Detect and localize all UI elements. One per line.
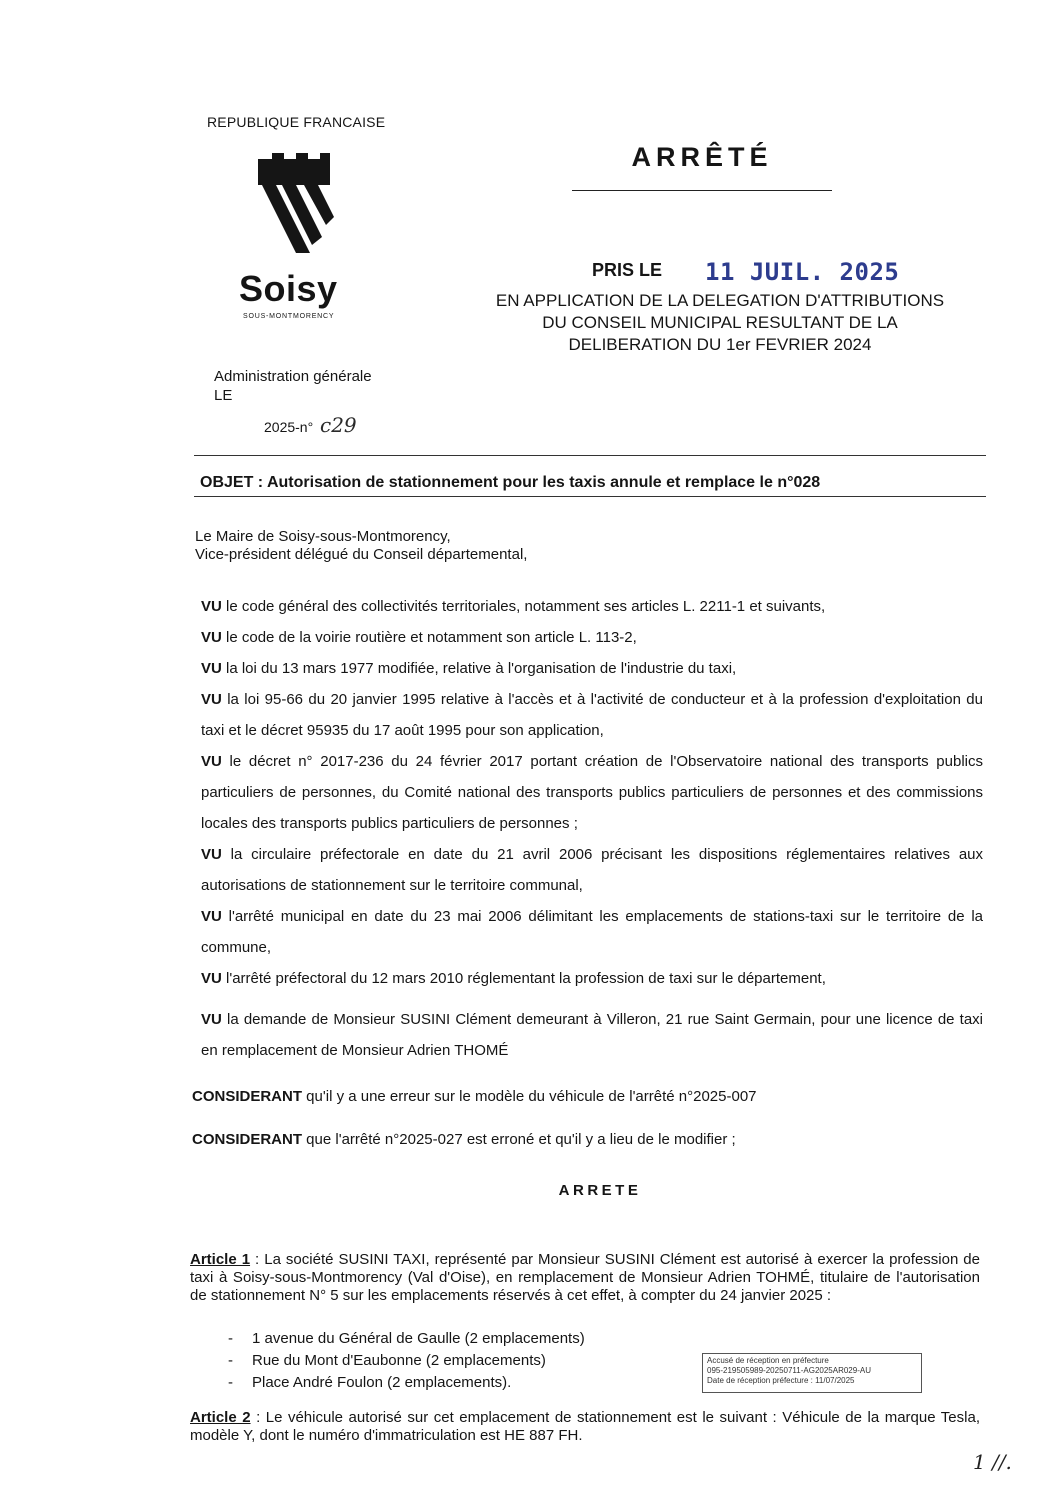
objet-rule-top — [194, 455, 986, 456]
vu-text: la loi du 13 mars 1977 modifiée, relative à l'organisation de l'industrie du taxi, — [221, 660, 737, 677]
list-dash: - — [228, 1330, 233, 1347]
location-item — [228, 1352, 546, 1369]
considerant-text: que l'arrêté n°2025-027 est erroné et qu'il y a lieu de le modifier ; — [302, 1131, 736, 1148]
list-dash: - — [228, 1374, 233, 1391]
article-2-text: : Le véhicule autorisé sur cet emplacement de stationnement est le suivant : Véhicule de la marque Tesla, modèle Y, dont le numéro d'immatriculation est HE 887 FH. — [190, 1409, 980, 1444]
location-item — [228, 1374, 511, 1391]
handwritten-initials: 1 //. — [973, 1450, 1012, 1474]
considerant-paragraph — [192, 1088, 757, 1105]
article-1-text: : La société SUSINI TAXI, représenté par Monsieur SUSINI Clément est autorisé à exercer la profession de taxi à Soisy-sous-Montmorency (Val d'Oise), en remplacement de Monsieur Adrien TOHMÉ, titulaire de l'autorisation de stationnement N° 5 sur les emplacements réservés à cet effet, à compter du 24 janvier 2025 : — [190, 1251, 980, 1304]
objet-line: OBJET : Autorisation de stationnement pour les taxis annule et remplace le n°028 — [200, 474, 821, 491]
republique-francaise: REPUBLIQUE FRANCAISE — [207, 114, 386, 130]
delegation-line: EN APPLICATION DE LA DELEGATION D'ATTRIBUTIONS — [495, 291, 945, 310]
vu-prefix: VU — [201, 970, 222, 987]
vu-prefix: VU — [201, 598, 222, 615]
vu-prefix: VU — [201, 660, 222, 677]
location-text: Rue du Mont d'Eaubonne (2 emplacements) — [252, 1352, 546, 1369]
objet-rule-bottom — [194, 496, 986, 497]
considerant-paragraph — [192, 1131, 736, 1148]
vu-paragraph — [201, 963, 983, 994]
document-title: ARRÊTÉ — [631, 142, 773, 172]
vu-prefix: VU — [201, 691, 222, 708]
arrete-number-label: 2025-n° — [264, 419, 314, 435]
prefecture-receipt-stamp — [702, 1353, 922, 1393]
logo-wordmark: Soisy — [239, 268, 338, 309]
vu-text: l'arrêté municipal en date du 23 mai 2006 délimitant les emplacements de stations-taxi sur le territoire de la commune, — [201, 908, 983, 956]
delegation-line: DELIBERATION DU 1er FEVRIER 2024 — [568, 335, 872, 354]
service-le: LE — [214, 387, 233, 404]
vu-text: la circulaire préfectorale en date du 21 avril 2006 précisant les dispositions réglementaires relatives aux autorisations de stationnement sur le territoire communal, — [201, 846, 983, 894]
arrete-heading: ARRETE — [558, 1182, 642, 1199]
vu-prefix: VU — [201, 753, 222, 770]
vu-prefix: VU — [201, 1011, 222, 1028]
vu-text: la loi 95-66 du 20 janvier 1995 relative à l'accès et à l'activité de conducteur et à la profession d'exploitation du taxi et le décret 95935 du 17 août 1995 pour son application, — [201, 691, 983, 739]
pris-le-label: PRIS LE — [592, 260, 663, 280]
stamp-line: Accusé de réception en préfecture — [707, 1356, 829, 1365]
considerant-prefix: CONSIDERANT — [192, 1088, 303, 1105]
vu-text: l'arrêté préfectoral du 12 mars 2010 réglementant la profession de taxi sur le département, — [221, 970, 826, 987]
soisy-logo-icon — [258, 153, 338, 265]
vu-paragraph — [201, 622, 983, 653]
vu-prefix: VU — [201, 908, 222, 925]
stamp-line: 095-219505989-20250711-AG2025AR029-AU — [707, 1366, 871, 1375]
considerant-text: qu'il y a une erreur sur le modèle du véhicule de l'arrêté n°2025-007 — [302, 1088, 757, 1105]
delegation-line: DU CONSEIL MUNICIPAL RESULTANT DE LA — [542, 313, 898, 332]
vu-paragraph — [201, 746, 983, 839]
service-name: Administration générale — [214, 368, 372, 385]
vu-text: le code général des collectivités territoriales, notamment ses articles L. 2211-1 et suivants, — [221, 598, 826, 615]
vu-paragraph — [201, 839, 983, 901]
vu-paragraph — [201, 653, 983, 684]
vu-text: le code de la voirie routière et notamment son article L. 113-2, — [221, 629, 637, 646]
maire-line: Le Maire de Soisy-sous-Montmorency, — [195, 528, 451, 545]
list-dash: - — [228, 1352, 233, 1369]
vu-text: la demande de Monsieur SUSINI Clément demeurant à Villeron, 21 rue Saint Germain, pour une licence de taxi en remplacement de Monsieur Adrien THOMÉ — [201, 1011, 983, 1059]
title-underline — [572, 190, 832, 191]
location-item — [228, 1330, 585, 1347]
article-2-title: Article 2 — [190, 1409, 251, 1426]
location-text: Place André Foulon (2 emplacements). — [252, 1374, 512, 1391]
article-1-title: Article 1 — [190, 1251, 251, 1268]
service-block — [214, 367, 372, 405]
vu-paragraph — [201, 591, 983, 622]
arrete-number-handwritten: c29 — [320, 413, 357, 437]
stamp-line: Date de réception préfecture : 11/07/2025 — [707, 1376, 855, 1385]
vu-prefix: VU — [201, 846, 222, 863]
vu-paragraph — [201, 901, 983, 963]
pris-le-date-stamp: 11 JUIL. 2025 — [705, 258, 900, 286]
maire-block — [195, 528, 527, 564]
vu-paragraph — [201, 1004, 983, 1066]
delegation-text — [440, 290, 1000, 356]
vu-text: le décret n° 2017-236 du 24 février 2017 portant création de l'Observatoire national des transports publics particuliers de personnes, du Comité national des transports publics particuliers de personnes et des commissions locales des transports publics particuliers de personnes ; — [201, 753, 983, 832]
maire-line: Vice-président délégué du Conseil départemental, — [195, 546, 528, 563]
vu-prefix: VU — [201, 629, 222, 646]
article-2 — [190, 1409, 980, 1445]
considerant-prefix: CONSIDERANT — [192, 1131, 303, 1148]
location-text: 1 avenue du Général de Gaulle (2 emplacements) — [252, 1330, 585, 1347]
logo-subtitle: SOUS-MONTMORENCY — [243, 313, 335, 320]
article-1 — [190, 1251, 980, 1305]
vu-paragraph — [201, 684, 983, 746]
